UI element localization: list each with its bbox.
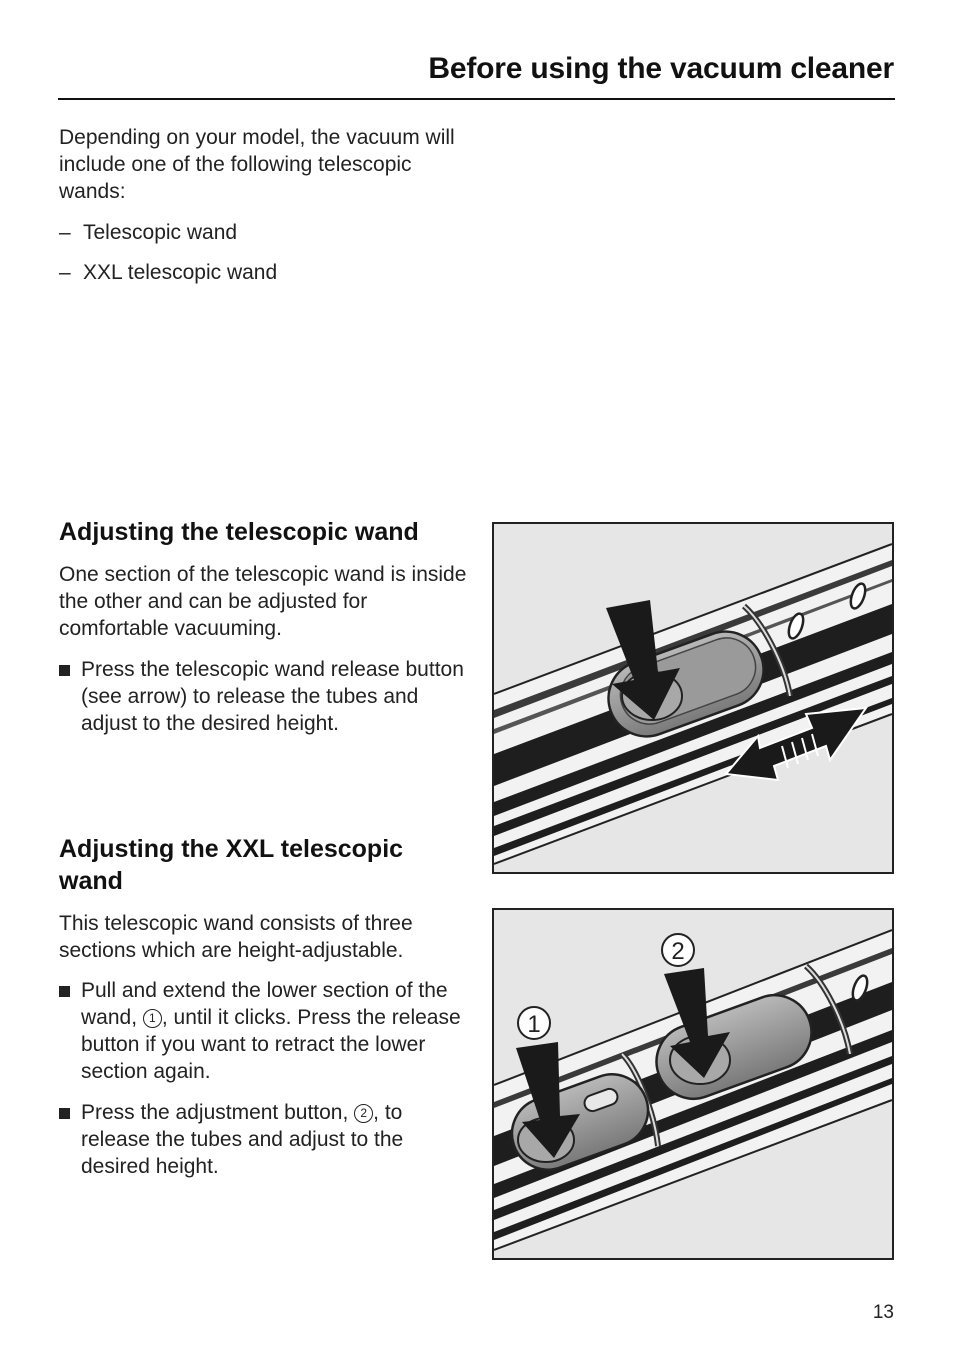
header-rule — [58, 98, 895, 100]
bullet-square-icon — [59, 1108, 70, 1119]
xxl-telescopic-wand-illustration — [492, 908, 894, 1260]
section1-text: One section of the telescopic wand is inside the other and can be adjusted for comfortable vacuuming. — [59, 563, 467, 640]
page-number: 13 — [872, 1302, 894, 1323]
circled-number-1-icon — [518, 1007, 550, 1039]
section-heading-xxl: Adjusting the XXL telescopic wand — [59, 835, 404, 895]
bullet-text: Pull and extend the lower section of the wand, 1 , until it clicks. Press the release button if you want to retract the lower section again. — [81, 979, 461, 1083]
page-title: Before using the vacuum cleaner — [428, 52, 894, 85]
section2-bullet-1 — [59, 977, 469, 1085]
wand-drawing — [494, 524, 892, 872]
section1-bullet — [59, 656, 469, 737]
section1-paragraph — [59, 561, 469, 642]
bullet-square-icon — [59, 986, 70, 997]
list-item-xxl — [59, 259, 277, 286]
bullet-text: Press the telescopic wand release button (see arrow) to release the tubes and adjust to the desired height. — [81, 658, 464, 735]
svg-text:2: 2 — [671, 938, 685, 965]
svg-text:1: 1 — [527, 1011, 541, 1038]
list-item-text: Telescopic wand — [83, 221, 238, 244]
telescopic-wand-illustration — [492, 522, 894, 874]
intro-paragraph — [59, 124, 469, 205]
section2-text: This telescopic wand consists of three sections which are height-adjustable. — [59, 912, 413, 962]
intro-text: Depending on your model, the vacuum will include one of the following telescopic wands: — [59, 126, 455, 203]
dash-marker: – — [59, 261, 71, 284]
dash-marker: – — [59, 221, 71, 244]
section-heading-telescopic: Adjusting the telescopic wand — [59, 518, 419, 546]
circled-number-2-icon — [662, 934, 694, 966]
circled-number-1-icon: 1 — [143, 1009, 162, 1028]
list-item-telescopic — [59, 219, 237, 246]
bullet-text: Press the adjustment button, 2 , to release the tubes and adjust to the desired height. — [81, 1101, 404, 1178]
section2-bullet-2 — [59, 1099, 469, 1180]
bullet-square-icon — [59, 665, 70, 676]
xxl-wand-drawing — [494, 910, 892, 1258]
section2-paragraph — [59, 910, 469, 964]
list-item-text: XXL telescopic wand — [83, 261, 278, 284]
circled-number-2-icon: 2 — [354, 1104, 373, 1123]
